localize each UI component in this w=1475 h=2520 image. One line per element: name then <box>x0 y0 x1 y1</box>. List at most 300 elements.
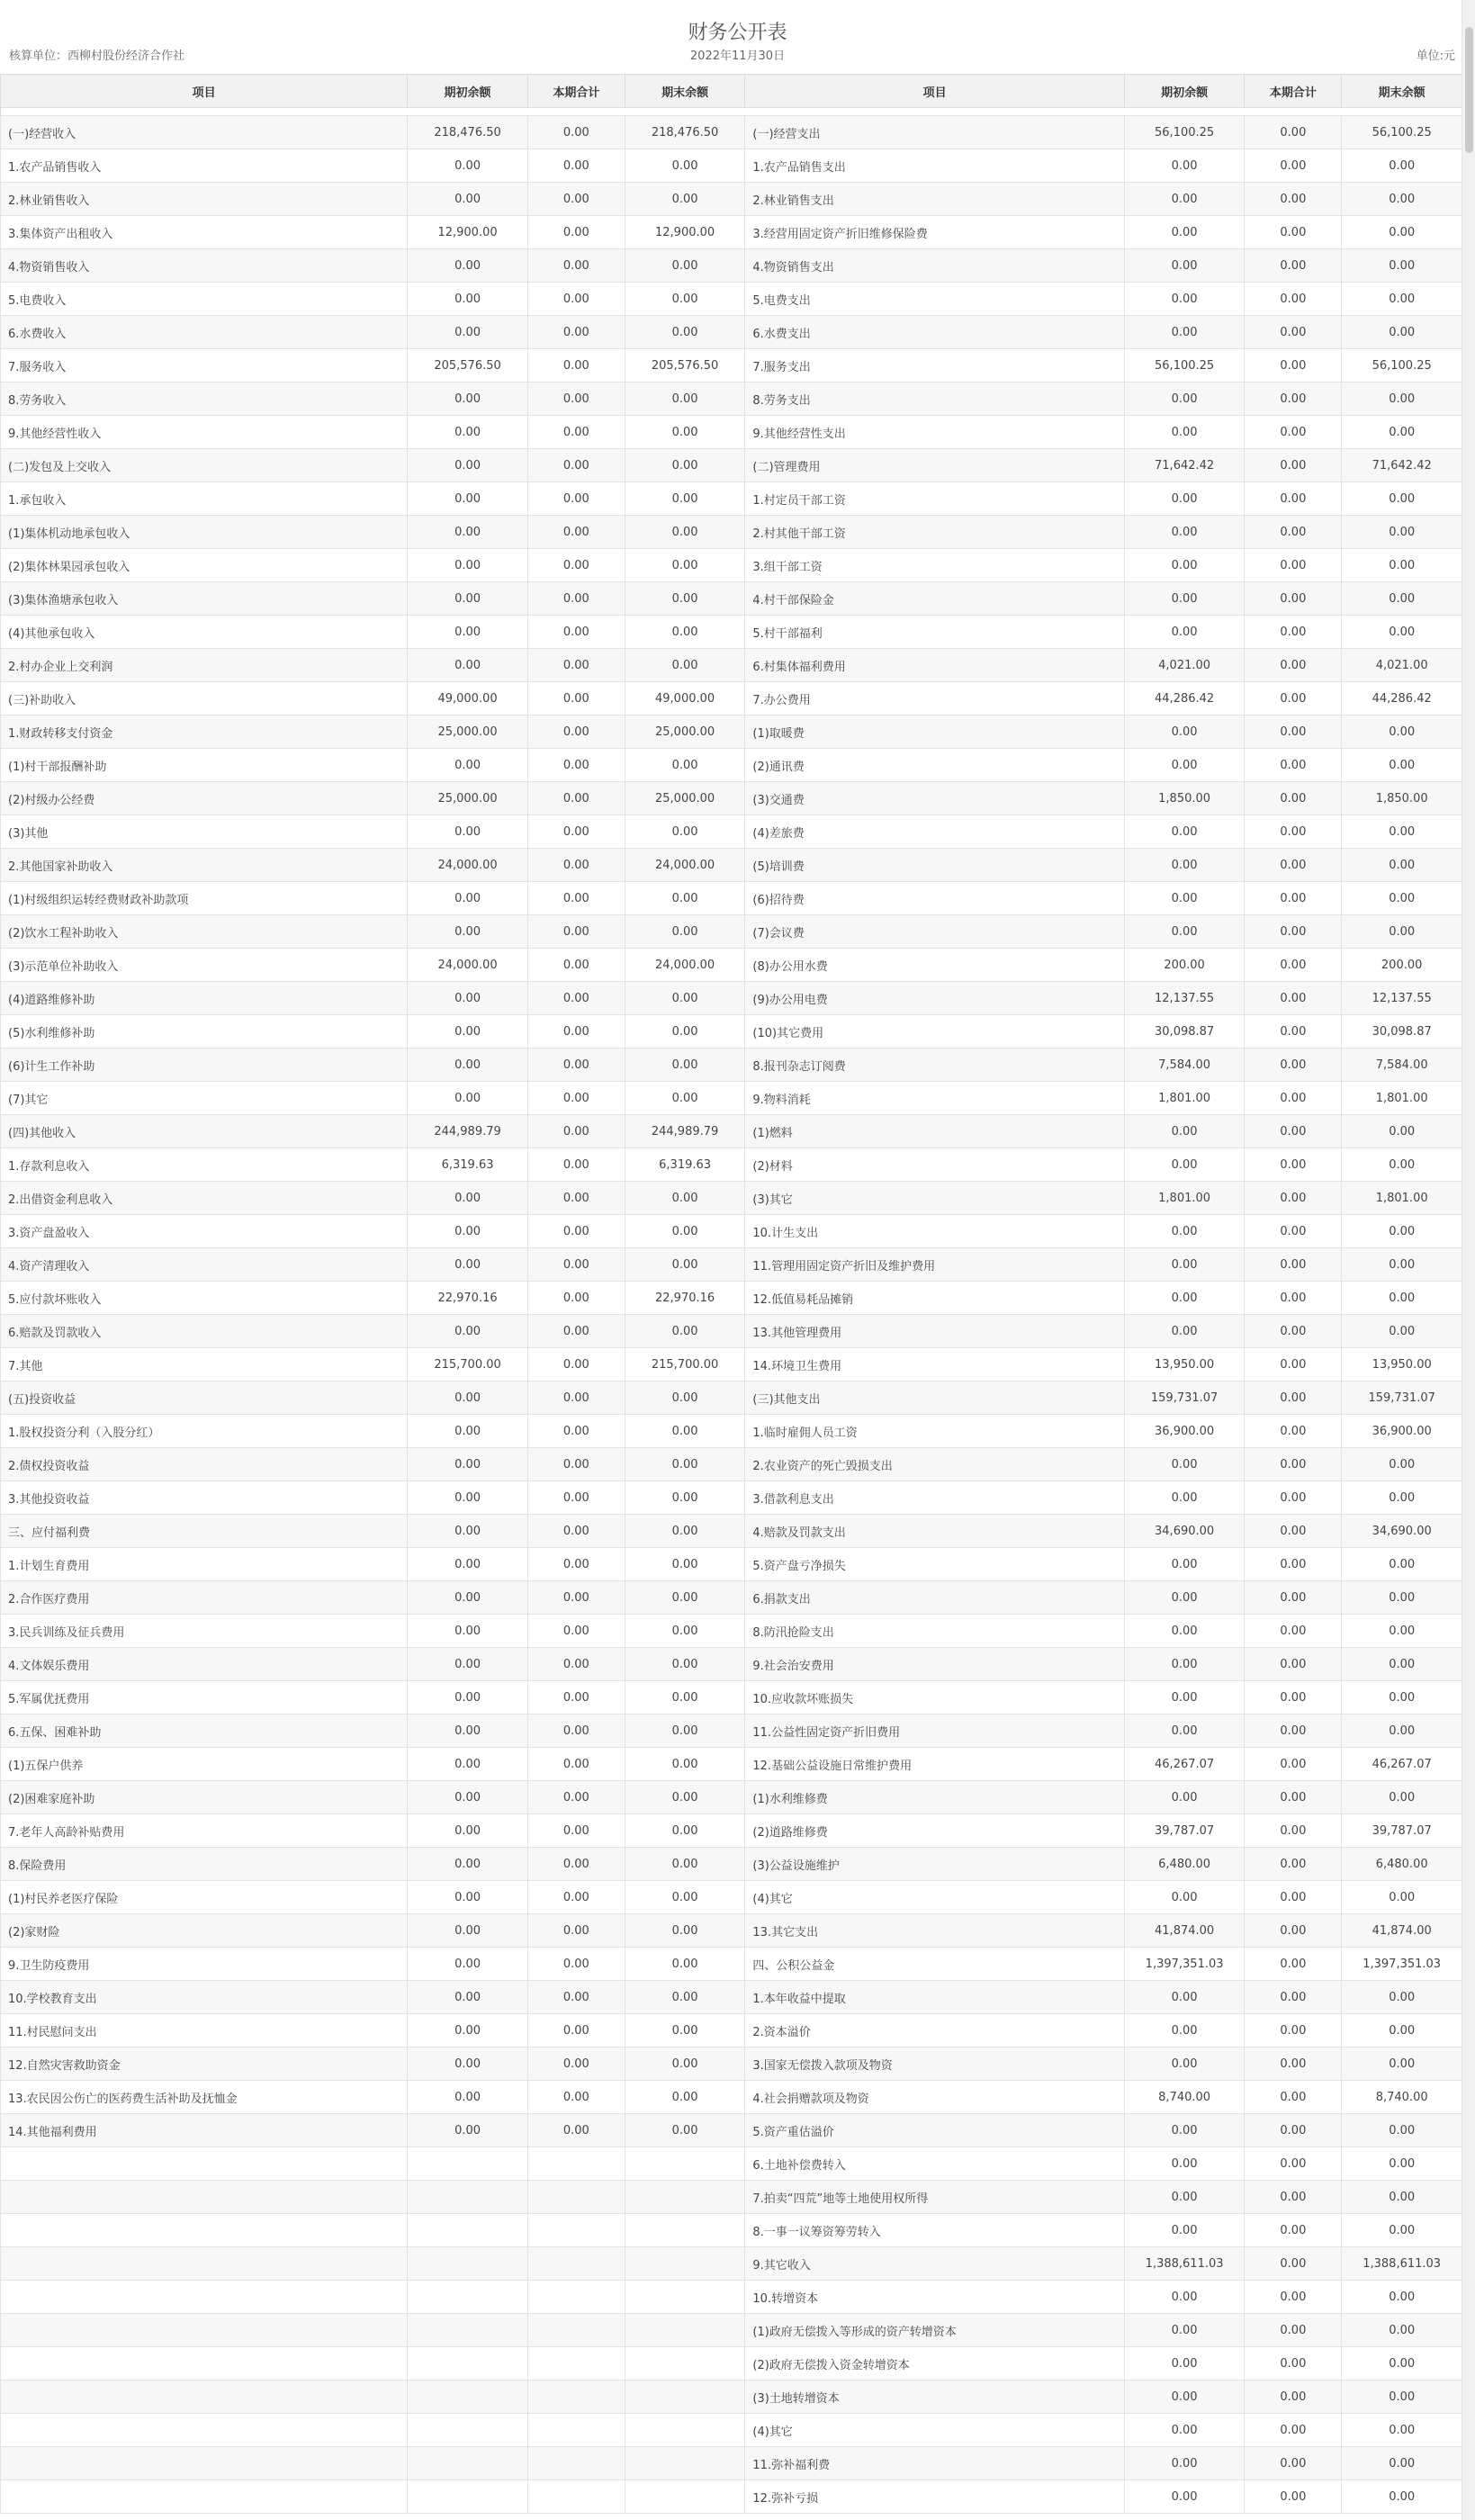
cell-item-right: (2)通讯费 <box>745 749 1124 782</box>
cell-item-right: 9.其他经营性支出 <box>745 416 1124 449</box>
cell-period-right: 0.00 <box>1245 216 1342 249</box>
cell-period-right: 0.00 <box>1245 649 1342 682</box>
cell-period-left: 0.00 <box>527 616 625 649</box>
cell-closing-right: 159,731.07 <box>1342 1382 1462 1415</box>
cell-opening-left: 0.00 <box>408 2014 528 2048</box>
cell-closing-right: 0.00 <box>1342 516 1462 549</box>
cell-item-right: 9.社会治安费用 <box>745 1648 1124 1681</box>
cell-opening-left: 49,000.00 <box>408 682 528 716</box>
cell-item-left: (5)水利维修补助 <box>1 1015 408 1048</box>
cell-item-left: 2.出借资金利息收入 <box>1 1182 408 1215</box>
cell-item-left: (4)道路维修补助 <box>1 982 408 1015</box>
cell-item-right: 13.其它支出 <box>745 1914 1124 1948</box>
table-row <box>1 349 1462 382</box>
cell-opening-right: 0.00 <box>1124 1248 1245 1282</box>
cell-closing-left: 0.00 <box>625 1848 745 1881</box>
cell-period-left: 0.00 <box>527 582 625 616</box>
table-row <box>1 416 1462 449</box>
cell-period-right: 0.00 <box>1245 2147 1342 2181</box>
cell-opening-right: 0.00 <box>1124 1448 1245 1481</box>
cell-closing-left <box>625 2347 745 2380</box>
cell-period-right: 0.00 <box>1245 2114 1342 2147</box>
table-row <box>1 1748 1462 1781</box>
cell-item-right: 4.社会捐赠款项及物资 <box>745 2081 1124 2114</box>
cell-item-left: 7.其他 <box>1 1348 408 1382</box>
cell-period-left <box>527 2314 625 2347</box>
cell-opening-left: 0.00 <box>408 1382 528 1415</box>
table-row <box>1 2480 1462 2514</box>
finance-table-container[interactable] <box>0 74 1462 2520</box>
cell-opening-left <box>408 2480 528 2514</box>
cell-closing-right: 0.00 <box>1342 183 1462 216</box>
cell-closing-right: 56,100.25 <box>1342 116 1462 149</box>
cell-closing-right: 7,584.00 <box>1342 1048 1462 1082</box>
cell-closing-right: 41,874.00 <box>1342 1914 1462 1948</box>
header-item-left: 项目 <box>1 75 408 108</box>
cell-opening-left: 0.00 <box>408 1082 528 1115</box>
cell-closing-right: 0.00 <box>1342 815 1462 849</box>
table-row <box>1 882 1462 915</box>
cell-closing-right: 12,137.55 <box>1342 982 1462 1015</box>
cell-item-left: 7.服务收入 <box>1 349 408 382</box>
cell-period-left: 0.00 <box>527 1215 625 1248</box>
cell-item-left: 4.资产清理收入 <box>1 1248 408 1282</box>
cell-period-left: 0.00 <box>527 882 625 915</box>
table-row <box>1 716 1462 749</box>
cell-period-left: 0.00 <box>527 2081 625 2114</box>
cell-closing-left: 22,970.16 <box>625 1282 745 1315</box>
cell-closing-left: 0.00 <box>625 649 745 682</box>
cell-period-left: 0.00 <box>527 482 625 516</box>
cell-period-left: 0.00 <box>527 1914 625 1948</box>
table-row <box>1 1382 1462 1415</box>
cell-opening-right: 7,584.00 <box>1124 1048 1245 1082</box>
cell-period-left: 0.00 <box>527 549 625 582</box>
cell-item-right: 2.资本溢价 <box>745 2014 1124 2048</box>
cell-closing-left <box>625 2214 745 2247</box>
cell-opening-right: 1,801.00 <box>1124 1182 1245 1215</box>
cell-opening-left: 0.00 <box>408 382 528 416</box>
cell-period-right: 0.00 <box>1245 782 1342 815</box>
cell-opening-right: 0.00 <box>1124 316 1245 349</box>
cell-opening-right: 0.00 <box>1124 216 1245 249</box>
cell-item-left <box>1 2447 408 2480</box>
cell-opening-right: 0.00 <box>1124 1115 1245 1148</box>
cell-item-left: 9.其他经营性收入 <box>1 416 408 449</box>
table-row <box>1 2081 1462 2114</box>
cell-opening-right: 39,787.07 <box>1124 1814 1245 1848</box>
cell-closing-right: 6,480.00 <box>1342 1848 1462 1881</box>
cell-period-left: 0.00 <box>527 216 625 249</box>
cell-opening-right: 56,100.25 <box>1124 116 1245 149</box>
cell-closing-left: 0.00 <box>625 183 745 216</box>
cell-item-left: 2.合作医疗费用 <box>1 1581 408 1615</box>
cell-closing-right: 0.00 <box>1342 1581 1462 1615</box>
cell-item-left: 3.其他投资收益 <box>1 1481 408 1515</box>
cell-item-right: 1.农产品销售支出 <box>745 149 1124 183</box>
cell-closing-left: 0.00 <box>625 1981 745 2014</box>
cell-closing-right: 1,801.00 <box>1342 1082 1462 1115</box>
cell-opening-left: 0.00 <box>408 183 528 216</box>
cell-item-left <box>1 2480 408 2514</box>
cell-closing-left: 0.00 <box>625 1948 745 1981</box>
cell-opening-right: 0.00 <box>1124 1681 1245 1714</box>
cell-closing-right: 0.00 <box>1342 1115 1462 1148</box>
cell-closing-left <box>625 2480 745 2514</box>
cell-period-right: 0.00 <box>1245 482 1342 516</box>
cell-opening-left: 0.00 <box>408 449 528 482</box>
cell-closing-left: 0.00 <box>625 1881 745 1914</box>
cell-closing-left: 12,900.00 <box>625 216 745 249</box>
cell-closing-left <box>625 2181 745 2214</box>
cell-opening-left: 0.00 <box>408 1481 528 1515</box>
table-row <box>1 2147 1462 2181</box>
cell-closing-left: 0.00 <box>625 882 745 915</box>
cell-period-left: 0.00 <box>527 1848 625 1881</box>
vertical-scrollbar[interactable] <box>1462 0 1475 2520</box>
cell-item-left: (3)示范单位补助收入 <box>1 949 408 982</box>
cell-closing-right: 0.00 <box>1342 482 1462 516</box>
cell-opening-left: 0.00 <box>408 882 528 915</box>
cell-item-left: 1.承包收入 <box>1 482 408 516</box>
cell-opening-right: 0.00 <box>1124 915 1245 949</box>
cell-item-left: 2.债权投资收益 <box>1 1448 408 1481</box>
cell-period-right: 0.00 <box>1245 2414 1342 2447</box>
cell-closing-left: 0.00 <box>625 2114 745 2147</box>
cell-opening-left: 0.00 <box>408 1515 528 1548</box>
cell-opening-left: 0.00 <box>408 249 528 283</box>
table-row <box>1 1481 1462 1515</box>
scrollbar-thumb[interactable] <box>1465 27 1473 153</box>
table-row <box>1 149 1462 183</box>
cell-opening-right: 4,021.00 <box>1124 649 1245 682</box>
cell-item-left: 13.农民因公伤亡的医药费生活补助及抚恤金 <box>1 2081 408 2114</box>
cell-period-left <box>527 2181 625 2214</box>
cell-period-right: 0.00 <box>1245 582 1342 616</box>
cell-period-right: 0.00 <box>1245 1515 1342 1548</box>
cell-opening-left: 25,000.00 <box>408 782 528 815</box>
cell-item-right: 2.林业销售支出 <box>745 183 1124 216</box>
cell-opening-left: 0.00 <box>408 1714 528 1748</box>
cell-period-left: 0.00 <box>527 915 625 949</box>
cell-closing-left: 0.00 <box>625 316 745 349</box>
cell-period-left: 0.00 <box>527 716 625 749</box>
header-period-right: 本期合计 <box>1245 75 1342 108</box>
cell-item-right: 5.资产盘亏净损失 <box>745 1548 1124 1581</box>
table-row <box>1 1848 1462 1881</box>
cell-period-left: 0.00 <box>527 1182 625 1215</box>
cell-item-left: (1)村级组织运转经费财政补助款项 <box>1 882 408 915</box>
cell-period-left: 0.00 <box>527 1148 625 1182</box>
cell-item-right: 13.其他管理费用 <box>745 1315 1124 1348</box>
cell-closing-right: 0.00 <box>1342 749 1462 782</box>
cell-opening-left: 0.00 <box>408 1748 528 1781</box>
cell-period-right: 0.00 <box>1245 316 1342 349</box>
cell-period-left: 0.00 <box>527 1781 625 1814</box>
cell-item-right: 3.组干部工资 <box>745 549 1124 582</box>
cell-period-right: 0.00 <box>1245 149 1342 183</box>
table-row <box>1 1048 1462 1082</box>
table-row <box>1 2281 1462 2314</box>
cell-opening-right: 44,286.42 <box>1124 682 1245 716</box>
currency-unit-label: 单位:元 <box>1416 50 1455 63</box>
cell-closing-left: 6,319.63 <box>625 1148 745 1182</box>
cell-closing-right: 0.00 <box>1342 2314 1462 2347</box>
cell-item-right: (1)政府无偿拨入等形成的资产转增资本 <box>745 2314 1124 2347</box>
cell-opening-left: 0.00 <box>408 616 528 649</box>
cell-closing-right: 0.00 <box>1342 2380 1462 2414</box>
cell-closing-left: 0.00 <box>625 382 745 416</box>
cell-opening-right: 12,137.55 <box>1124 982 1245 1015</box>
cell-period-left <box>527 2281 625 2314</box>
cell-item-left <box>1 2181 408 2214</box>
cell-opening-right: 200.00 <box>1124 949 1245 982</box>
cell-item-left <box>1 2247 408 2281</box>
cell-closing-left: 0.00 <box>625 416 745 449</box>
cell-period-right: 0.00 <box>1245 1914 1342 1948</box>
cell-period-right: 0.00 <box>1245 982 1342 1015</box>
cell-item-left <box>1 2147 408 2181</box>
cell-item-left: (2)集体林果园承包收入 <box>1 549 408 582</box>
cell-opening-left: 0.00 <box>408 283 528 316</box>
finance-table <box>0 74 1462 2514</box>
cell-opening-right: 0.00 <box>1124 1714 1245 1748</box>
cell-closing-right: 0.00 <box>1342 416 1462 449</box>
cell-opening-left: 0.00 <box>408 749 528 782</box>
cell-opening-right: 0.00 <box>1124 582 1245 616</box>
cell-closing-right: 0.00 <box>1342 582 1462 616</box>
cell-item-left: 6.水费收入 <box>1 316 408 349</box>
cell-period-left: 0.00 <box>527 1814 625 1848</box>
cell-item-right: 5.资产重估溢价 <box>745 2114 1124 2147</box>
cell-period-right: 0.00 <box>1245 749 1342 782</box>
cell-period-right: 0.00 <box>1245 1248 1342 1282</box>
cell-item-left: (三)补助收入 <box>1 682 408 716</box>
cell-closing-left: 0.00 <box>625 482 745 516</box>
cell-item-right: (3)其它 <box>745 1182 1124 1215</box>
table-row <box>1 1115 1462 1148</box>
table-row <box>1 649 1462 682</box>
cell-opening-right: 0.00 <box>1124 149 1245 183</box>
cell-closing-left: 0.00 <box>625 1448 745 1481</box>
table-row <box>1 1648 1462 1681</box>
cell-closing-right: 0.00 <box>1342 2480 1462 2514</box>
cell-opening-left <box>408 2447 528 2480</box>
cell-item-right: (1)取暖费 <box>745 716 1124 749</box>
cell-period-left: 0.00 <box>527 1648 625 1681</box>
cell-closing-right: 13,950.00 <box>1342 1348 1462 1382</box>
cell-item-left <box>1 2214 408 2247</box>
cell-closing-left: 24,000.00 <box>625 949 745 982</box>
cell-closing-right: 0.00 <box>1342 915 1462 949</box>
cell-item-right: 4.村干部保险金 <box>745 582 1124 616</box>
cell-period-left: 0.00 <box>527 149 625 183</box>
cell-opening-right: 0.00 <box>1124 1148 1245 1182</box>
table-row <box>1 116 1462 149</box>
cell-opening-right: 0.00 <box>1124 2314 1245 2347</box>
cell-closing-left <box>625 2247 745 2281</box>
cell-item-left: (2)村级办公经费 <box>1 782 408 815</box>
cell-closing-left: 0.00 <box>625 1748 745 1781</box>
cell-item-left: 10.学校教育支出 <box>1 1981 408 2014</box>
cell-closing-right: 0.00 <box>1342 1448 1462 1481</box>
cell-period-left: 0.00 <box>527 1714 625 1748</box>
cell-opening-right: 0.00 <box>1124 2281 1245 2314</box>
cell-period-right: 0.00 <box>1245 1282 1342 1315</box>
header-item-right: 项目 <box>745 75 1124 108</box>
cell-opening-left: 0.00 <box>408 1182 528 1215</box>
cell-item-right: (10)其它费用 <box>745 1015 1124 1048</box>
table-row <box>1 1814 1462 1848</box>
cell-item-right: (5)培训费 <box>745 849 1124 882</box>
table-row <box>1 1448 1462 1481</box>
cell-item-left: (二)发包及上交收入 <box>1 449 408 482</box>
cell-item-right: 8.防汛抢险支出 <box>745 1615 1124 1648</box>
cell-closing-left: 0.00 <box>625 2081 745 2114</box>
cell-period-right: 0.00 <box>1245 116 1342 149</box>
cell-item-left <box>1 2347 408 2380</box>
cell-closing-left: 215,700.00 <box>625 1348 745 1382</box>
cell-period-left: 0.00 <box>527 1948 625 1981</box>
table-row <box>1 1548 1462 1581</box>
cell-closing-left: 0.00 <box>625 582 745 616</box>
table-row <box>1 582 1462 616</box>
table-row <box>1 1581 1462 1615</box>
cell-opening-right: 1,801.00 <box>1124 1082 1245 1115</box>
cell-item-left: 2.其他国家补助收入 <box>1 849 408 882</box>
cell-item-left: 6.赔款及罚款收入 <box>1 1315 408 1348</box>
cell-closing-left: 0.00 <box>625 616 745 649</box>
cell-opening-right: 0.00 <box>1124 1215 1245 1248</box>
cell-opening-right: 0.00 <box>1124 616 1245 649</box>
table-row <box>1 1348 1462 1382</box>
table-row <box>1 2347 1462 2380</box>
cell-item-left: 3.集体资产出租收入 <box>1 216 408 249</box>
cell-item-left: 5.电费收入 <box>1 283 408 316</box>
cell-closing-right: 71,642.42 <box>1342 449 1462 482</box>
cell-item-left <box>1 2414 408 2447</box>
cell-opening-right: 0.00 <box>1124 2181 1245 2214</box>
cell-period-left: 0.00 <box>527 316 625 349</box>
cell-period-left: 0.00 <box>527 682 625 716</box>
cell-opening-right: 0.00 <box>1124 549 1245 582</box>
cell-period-right: 0.00 <box>1245 915 1342 949</box>
cell-period-right: 0.00 <box>1245 815 1342 849</box>
cell-closing-left: 24,000.00 <box>625 849 745 882</box>
page-title: 财务公开表 <box>688 22 787 44</box>
cell-opening-left: 215,700.00 <box>408 1348 528 1382</box>
cell-period-right: 0.00 <box>1245 1881 1342 1914</box>
cell-opening-right: 71,642.42 <box>1124 449 1245 482</box>
cell-opening-left: 0.00 <box>408 2048 528 2081</box>
cell-closing-left: 0.00 <box>625 2048 745 2081</box>
cell-closing-right: 0.00 <box>1342 1315 1462 1348</box>
table-row <box>1 1515 1462 1548</box>
cell-closing-right: 44,286.42 <box>1342 682 1462 716</box>
cell-closing-left: 205,576.50 <box>625 349 745 382</box>
cell-period-left: 0.00 <box>527 1248 625 1282</box>
cell-item-right: 8.报刊杂志订阅费 <box>745 1048 1124 1082</box>
cell-period-right: 0.00 <box>1245 1648 1342 1681</box>
cell-period-left: 0.00 <box>527 949 625 982</box>
cell-period-right: 0.00 <box>1245 1082 1342 1115</box>
cell-closing-right: 30,098.87 <box>1342 1015 1462 1048</box>
cell-opening-right: 41,874.00 <box>1124 1914 1245 1948</box>
cell-item-left: (1)村干部报酬补助 <box>1 749 408 782</box>
cell-closing-left: 25,000.00 <box>625 782 745 815</box>
cell-item-right: (9)办公用电费 <box>745 982 1124 1015</box>
cell-opening-right: 0.00 <box>1124 2347 1245 2380</box>
cell-closing-right: 0.00 <box>1342 882 1462 915</box>
cell-period-right: 0.00 <box>1245 1781 1342 1814</box>
cell-closing-right: 0.00 <box>1342 549 1462 582</box>
cell-closing-right: 34,690.00 <box>1342 1515 1462 1548</box>
table-row <box>1 283 1462 316</box>
cell-item-right: 10.计生支出 <box>745 1215 1124 1248</box>
cell-period-left <box>527 2414 625 2447</box>
cell-opening-left <box>408 2414 528 2447</box>
cell-item-left: 14.其他福利费用 <box>1 2114 408 2147</box>
header-closing-right: 期末余额 <box>1342 75 1462 108</box>
cell-item-left: 4.文体娱乐费用 <box>1 1648 408 1681</box>
table-row <box>1 2181 1462 2214</box>
cell-opening-right: 0.00 <box>1124 1881 1245 1914</box>
cell-opening-right: 0.00 <box>1124 2480 1245 2514</box>
cell-opening-right: 0.00 <box>1124 2147 1245 2181</box>
cell-period-right: 0.00 <box>1245 2247 1342 2281</box>
cell-period-left: 0.00 <box>527 183 625 216</box>
cell-period-right: 0.00 <box>1245 2347 1342 2380</box>
cell-opening-right: 1,850.00 <box>1124 782 1245 815</box>
cell-opening-right: 0.00 <box>1124 1315 1245 1348</box>
cell-closing-left: 0.00 <box>625 1781 745 1814</box>
table-row <box>1 2380 1462 2414</box>
cell-opening-left: 0.00 <box>408 1781 528 1814</box>
cell-item-left: 12.自然灾害救助资金 <box>1 2048 408 2081</box>
cell-opening-left <box>408 2181 528 2214</box>
cell-opening-left: 0.00 <box>408 1615 528 1648</box>
cell-item-left <box>1 2281 408 2314</box>
cell-period-right: 0.00 <box>1245 416 1342 449</box>
cell-closing-left: 0.00 <box>625 1215 745 1248</box>
cell-period-left: 0.00 <box>527 1082 625 1115</box>
cell-opening-left: 6,319.63 <box>408 1148 528 1182</box>
header-period-left: 本期合计 <box>527 75 625 108</box>
cell-opening-left: 205,576.50 <box>408 349 528 382</box>
table-row <box>1 1415 1462 1448</box>
cell-opening-right: 6,480.00 <box>1124 1848 1245 1881</box>
cell-opening-left <box>408 2380 528 2414</box>
cell-closing-left: 0.00 <box>625 1048 745 1082</box>
cell-opening-right: 0.00 <box>1124 1481 1245 1515</box>
table-row <box>1 815 1462 849</box>
cell-item-left: (7)其它 <box>1 1082 408 1115</box>
cell-period-right: 0.00 <box>1245 249 1342 283</box>
cell-item-right: 7.服务支出 <box>745 349 1124 382</box>
cell-period-right: 0.00 <box>1245 1182 1342 1215</box>
cell-opening-left: 0.00 <box>408 1848 528 1881</box>
cell-closing-right: 0.00 <box>1342 316 1462 349</box>
table-header-row <box>1 75 1462 108</box>
cell-item-left: 8.保险费用 <box>1 1848 408 1881</box>
cell-item-left: (6)计生工作补助 <box>1 1048 408 1082</box>
cell-opening-right: 0.00 <box>1124 1981 1245 2014</box>
cell-period-right: 0.00 <box>1245 1615 1342 1648</box>
cell-period-left <box>527 2214 625 2247</box>
cell-item-left: 5.应付款坏账收入 <box>1 1282 408 1315</box>
cell-closing-left <box>625 2281 745 2314</box>
cell-item-right: 10.转增资本 <box>745 2281 1124 2314</box>
